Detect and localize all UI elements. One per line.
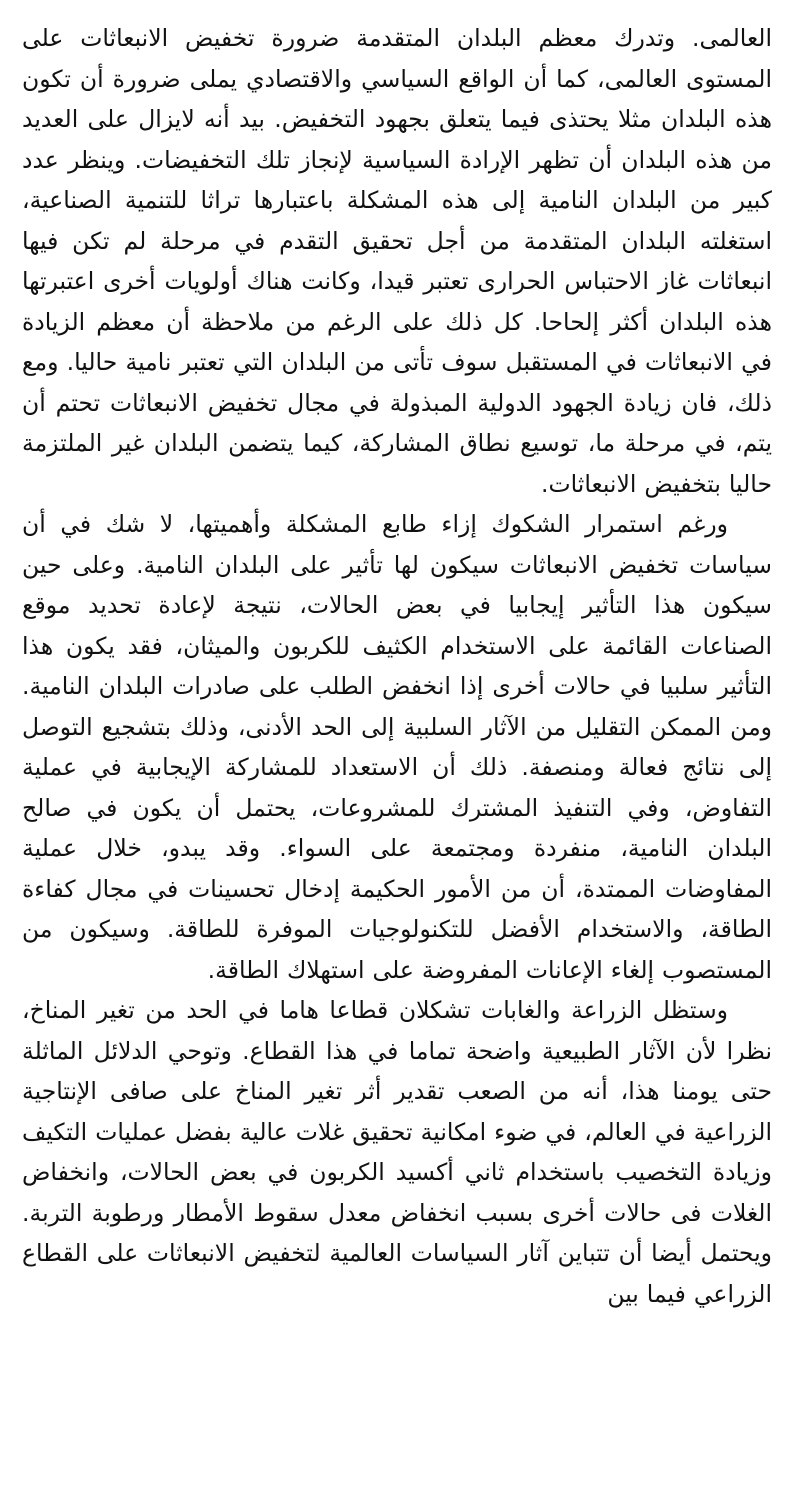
- paragraph-2: ورغم استمرار الشكوك إزاء طابع المشكلة وأهميتها، لا شك في أن سياسات تخفيض الانبعاثات سيكون لها تأثير على البلدان النامية. وعلى حين سيكون هذا التأثير إيجابيا في بعض الحالات، نتيجة لإعادة تحديد موقع الصناعات القائمة على الاستخدام الكثيف للكربون والميثان، فقد يكون هذا التأثير سلبيا في حالات أخرى إذا انخفض الطلب على صادرات البلدان النامية. ومن الممكن التقليل من الآثار السلبية إلى الحد الأدنى، وذلك بتشجيع التوصل إلى نتائج فعالة ومنصفة. ذلك أن الاستعداد للمشاركة الإيجابية في عملية التفاوض، وفي التنفيذ المشترك للمشروعات، يحتمل أن يكون في صالح البلدان النامية، منفردة ومجتمعة على السواء. وقد يبدو، خلال عملية المفاوضات الممتدة، أن من الأمور الحكيمة إدخال تحسينات في مجال كفاءة الطاقة، والاستخدام الأفضل للتكنولوجيات الموفرة للطاقة. وسيكون من المستصوب إلغاء الإعانات المفروضة على استهلاك الطاقة.: [22, 510, 772, 984]
- paragraph-1: العالمى. وتدرك معظم البلدان المتقدمة ضرورة تخفيض الانبعاثات على المستوى العالمى، كما أن الواقع السياسي والاقتصادي يملى ضرورة أن تكون هذه البلدان مثلا يحتذى فيما يتعلق بجهود التخفيض. بيد أنه لايزال على العديد من هذه البلدان أن تظهر الإرادة السياسية لإنجاز تلك التخفيضات. وينظر عدد كبير من البلدان النامية إلى هذه المشكلة باعتبارها تراثا للتنمية الصناعية، استغلته البلدان المتقدمة من أجل تحقيق التقدم في مرحلة لم تكن فيها انبعاثات غاز الاحتباس الحرارى تعتبر قيدا، وكانت هناك أولويات أخرى اعتبرتها هذه البلدان أكثر إلحاحا. كل ذلك على الرغم من ملاحظة أن معظم الزيادة في الانبعاثات في المستقبل سوف تأتى من البلدان التي تعتبر نامية حاليا. ومع ذلك، فان زيادة الجهود الدولية المبذولة في مجال تخفيض الانبعاثات تحتم أن يتم، في مرحلة ما، توسيع نطاق المشاركة، كيما يتضمن البلدان غير الملتزمة حاليا بتخفيض الانبعاثات.: [22, 24, 772, 498]
- paragraph-3: وستظل الزراعة والغابات تشكلان قطاعا هاما في الحد من تغير المناخ، نظرا لأن الآثار الطبيعية واضحة تماما في هذا القطاع. وتوحي الدلائل الماثلة حتى يومنا هذا، أنه من الصعب تقدير أثر تغير المناخ على صافى الإنتاجية الزراعية في العالم، في ضوء امكانية تحقيق غلات عالية بفضل عمليات التكيف وزيادة التخصيب باستخدام ثاني أكسيد الكربون في بعض الحالات، وانخفاض الغلات فى حالات أخرى بسبب انخفاض معدل سقوط الأمطار ورطوبة التربة. ويحتمل أيضا أن تتباين آثار السياسات العالمية لتخفيض الانبعاثات على القطاع الزراعي فيما بين: [22, 996, 772, 1308]
- document-body: [22, 18, 772, 1314]
